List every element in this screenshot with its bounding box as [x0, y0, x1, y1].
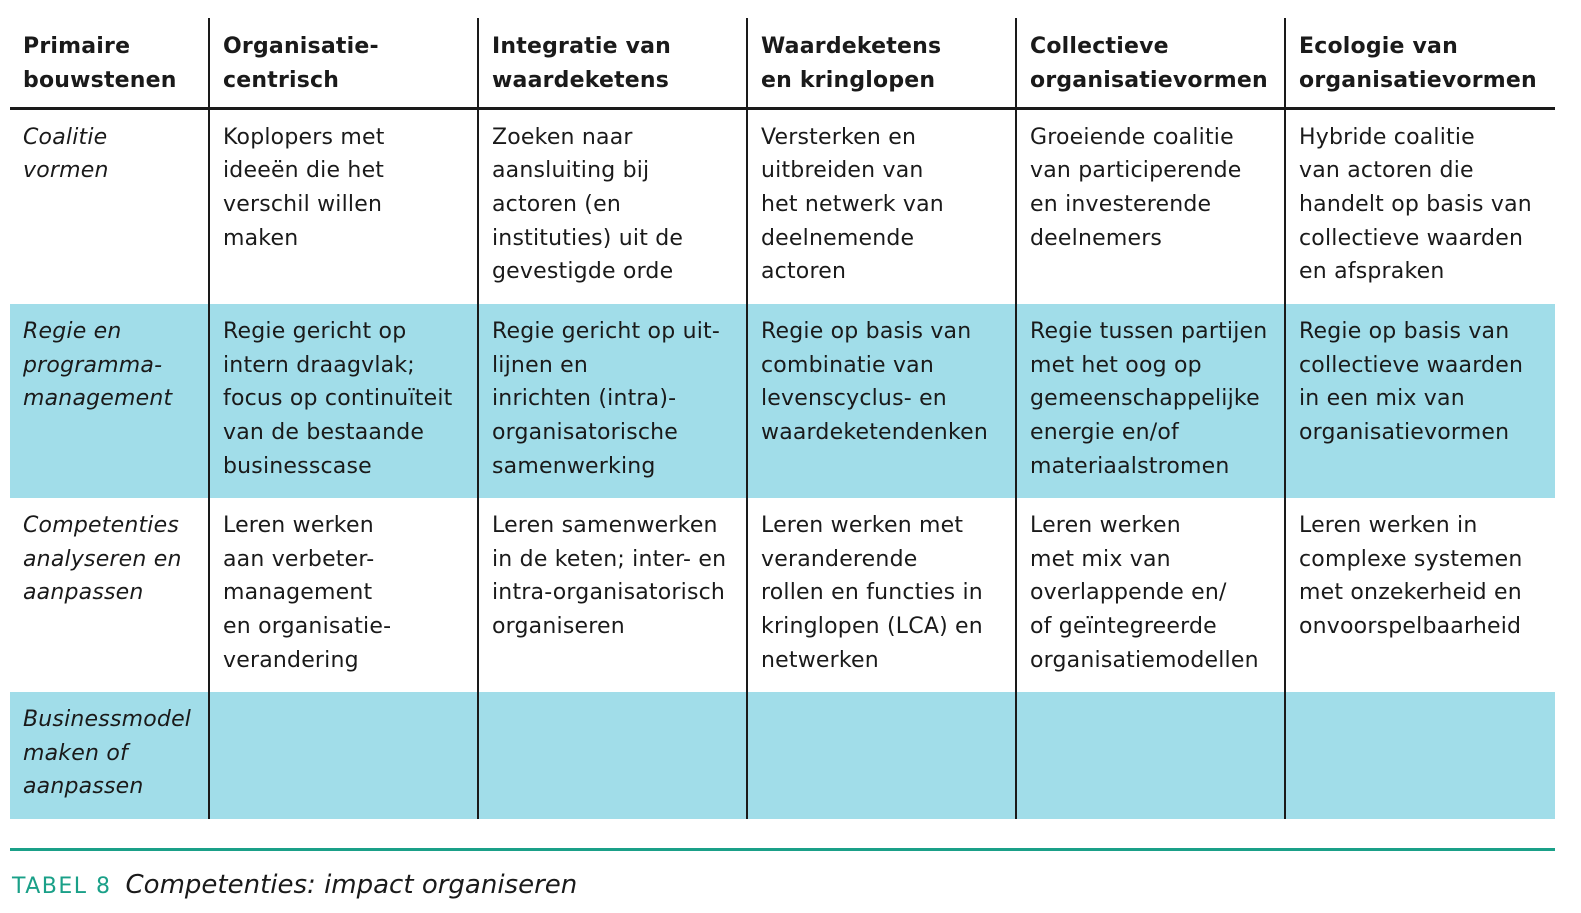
caption-divider: [10, 848, 1555, 851]
table-cell: Leren werken met mix van overlappende en/ of geïntegreerde organisatiemodellen: [1016, 498, 1285, 692]
column-header-value-chains-and-cycles: Waardeketens en kringlopen: [747, 18, 1016, 108]
table-cell: [478, 692, 747, 819]
table-row-coalition: [10, 108, 1555, 304]
table-cell: Regie op basis van combinatie van levenscyclus- en waardeketendenken: [747, 304, 1016, 498]
table-cell: Regie gericht op intern draagvlak; focus op continuïteit van de bestaande businesscase: [209, 304, 478, 498]
column-header-collective-forms: Collectieve organisatievormen: [1016, 18, 1285, 108]
table-header-row: [10, 18, 1555, 108]
caption-label: TABEL 8: [12, 874, 112, 899]
table-cell: Leren werken in complexe systemen met onzekerheid en onvoorspelbaarheid: [1285, 498, 1555, 692]
row-header: Regie en programma- management: [10, 304, 209, 498]
row-header: Coalitie vormen: [10, 108, 209, 304]
table-cell: Koplopers met ideeën die het verschil willen maken: [209, 108, 478, 304]
table-row-business-model: [10, 692, 1555, 819]
caption-title: Competenties: impact organiseren: [125, 870, 578, 900]
competency-table-wrapper: [10, 18, 1555, 819]
column-header-ecology-of-forms: Ecologie van organisatievormen: [1285, 18, 1555, 108]
row-header: Competenties analyseren en aanpassen: [10, 498, 209, 692]
competency-table: [10, 18, 1555, 819]
column-header-organization-centric: Organisatie- centrisch: [209, 18, 478, 108]
table-cell: [1285, 692, 1555, 819]
table-cell: [209, 692, 478, 819]
table-cell: Groeiende coalitie van participerende en investerende deelnemers: [1016, 108, 1285, 304]
column-header-building-blocks: Primaire bouwstenen: [10, 18, 209, 108]
column-header-value-chain-integration: Integratie van waardeketens: [478, 18, 747, 108]
table-cell: Zoeken naar aansluiting bij actoren (en instituties) uit de gevestigde orde: [478, 108, 747, 304]
table-cell: Regie gericht op uit- lijnen en inrichten (intra)- organisatorische samenwerking: [478, 304, 747, 498]
table-cell: [747, 692, 1016, 819]
table-cell: [1016, 692, 1285, 819]
table-row-competencies: [10, 498, 1555, 692]
table-row-program-management: [10, 304, 1555, 498]
table-cell: Versterken en uitbreiden van het netwerk van deelnemende actoren: [747, 108, 1016, 304]
table-cell: Leren werken aan verbeter- management en organisatie- verandering: [209, 498, 478, 692]
table-cell: Leren werken met veranderende rollen en functies in kringlopen (LCA) en netwerken: [747, 498, 1016, 692]
table-cell: Leren samenwerken in de keten; inter- en intra-organisatorisch organiseren: [478, 498, 747, 692]
table-caption: [12, 870, 577, 900]
table-cell: Hybride coalitie van actoren die handelt op basis van collectieve waarden en afspraken: [1285, 108, 1555, 304]
row-header: Businessmodel maken of aanpassen: [10, 692, 209, 819]
table-cell: Regie tussen partijen met het oog op gemeenschappelijke energie en/of materiaalstromen: [1016, 304, 1285, 498]
table-cell: Regie op basis van collectieve waarden in een mix van organisatievormen: [1285, 304, 1555, 498]
